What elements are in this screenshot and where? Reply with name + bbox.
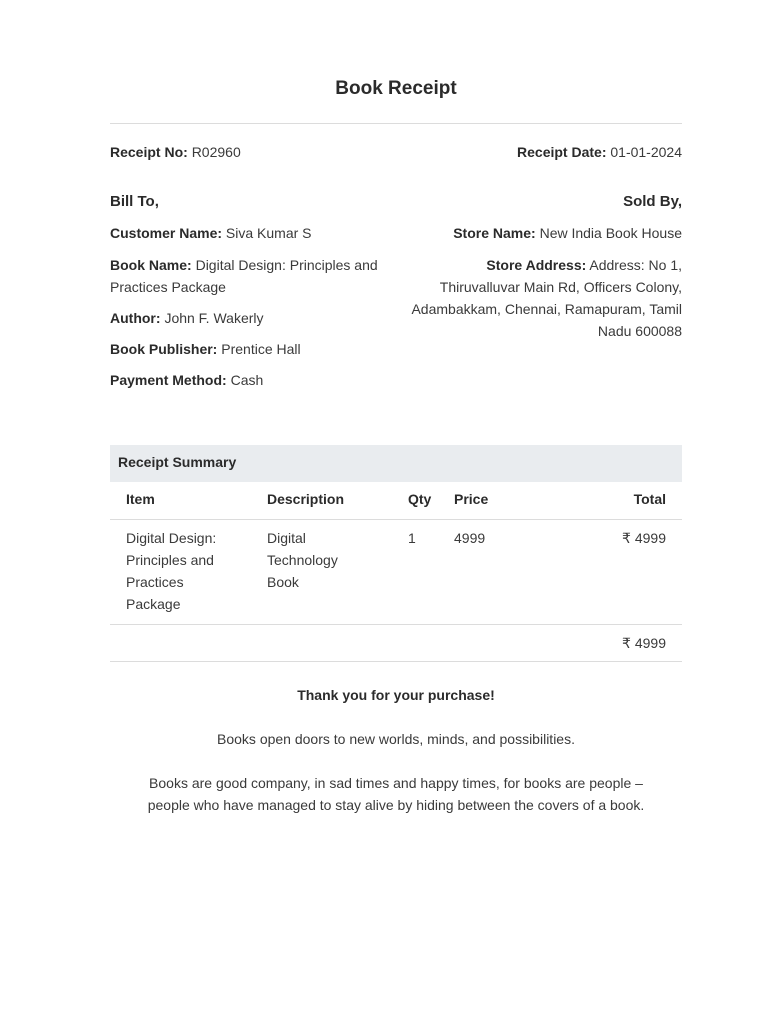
item-row-divider [110,624,682,625]
customer-name-value: Siva Kumar S [225,225,312,241]
store-address [407,254,682,342]
bill-to-heading: Bill To, [110,193,159,210]
thank-you-message: Thank you for your purchase! [297,687,495,703]
customer-name-label: Customer Name: [110,225,223,241]
book-publisher [110,338,400,360]
footer-quote-1: Books open doors to new worlds, minds, and possibilities. [217,731,575,747]
receipt-date [392,141,682,163]
column-header-item: Item [126,491,155,507]
author-value: John F. Wakerly [164,310,264,326]
row-qty: 1 [408,530,416,546]
author [110,307,400,329]
store-name-value: New India Book House [539,225,682,241]
book-publisher-value: Prentice Hall [221,341,301,357]
grand-total: ₹ 4999 [622,635,666,651]
book-name-value: Digital Design: Principles and Practices Package [110,257,378,295]
author-label: Author: [110,310,161,326]
store-address-label: Store Address: [486,257,587,273]
receipt-title: Book Receipt [335,78,457,99]
receipt-number-value: R02960 [191,144,241,160]
store-address-value: Address: No 1, Thiruvalluvar Main Rd, Officers Colony, Adambakkam, Chennai, Ramapuram, Tamil Nadu 600088 [411,257,682,339]
store-name [382,222,682,244]
footer-quote-2: Books are good company, in sad times and happy times, for books are people – people who have managed to stay alive by hiding between the covers of a book. [147,775,645,813]
book-publisher-label: Book Publisher: [110,341,218,357]
total-row-divider [110,661,682,662]
row-item: Digital Design: Principles and Practices Package [126,530,217,612]
receipt-date-label: Receipt Date: [517,144,607,160]
row-price: 4999 [454,530,486,546]
header-row-divider [110,519,682,520]
book-name-label: Book Name: [110,257,192,273]
title-divider [110,123,682,124]
receipt-summary-title: Receipt Summary [118,454,237,470]
row-description: Digital Technology Book [267,530,338,590]
receipt-summary-header [110,445,682,482]
column-header-total: Total [633,491,666,507]
receipt-number [110,141,400,163]
payment-method-value: Cash [230,372,264,388]
row-total: ₹ 4999 [622,530,666,546]
receipt-number-label: Receipt No: [110,144,188,160]
store-name-label: Store Name: [453,225,536,241]
column-header-qty: Qty [408,491,432,507]
book-name [110,254,390,298]
sold-by-heading: Sold By, [623,193,682,210]
payment-method [110,369,400,391]
customer-name [110,222,400,244]
column-header-price: Price [454,491,489,507]
column-header-description: Description [267,491,345,507]
payment-method-label: Payment Method: [110,372,227,388]
receipt-date-value: 01-01-2024 [610,144,682,160]
